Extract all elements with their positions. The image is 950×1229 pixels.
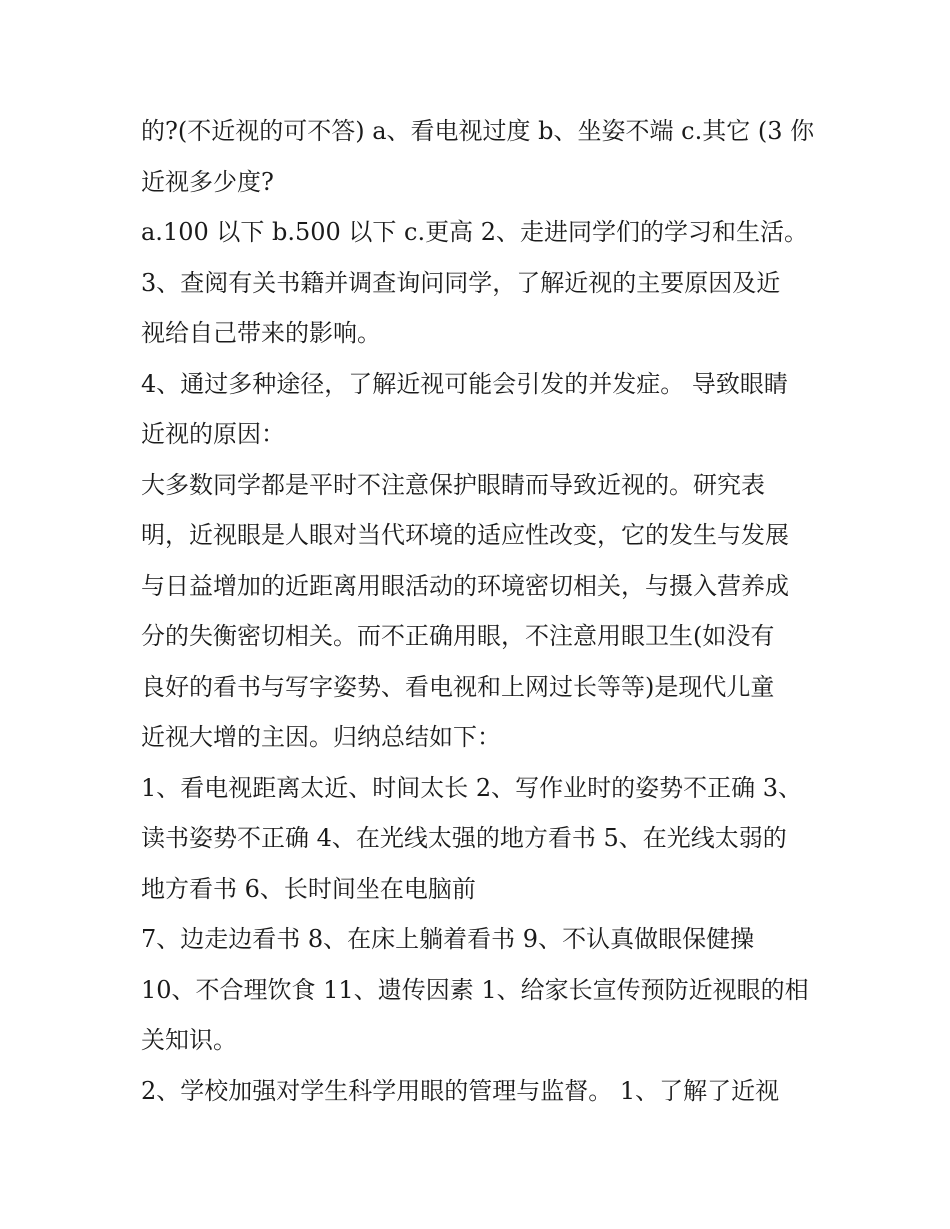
text-line: 读书姿势不正确 4、在光线太强的地方看书 5、在光线太弱的 [141,824,787,852]
text-line: 近视多少度? [141,167,274,196]
text-line: 3、查阅有关书籍并调查询问同学，了解近视的主要原因及近 [141,268,781,297]
text-line: 地方看书 6、长时间坐在电脑前 [141,874,476,903]
text-line: 良好的看书与写字姿势、看电视和上网过长等等)是现代儿童 [141,672,775,701]
text-line: 明，近视眼是人眼对当代环境的适应性改变，它的发生与发展 [141,521,789,549]
text-line: 4、通过多种途径，了解近视可能会引发的并发症。 导致眼睛 [141,369,788,398]
text-line: 视给自己带来的影响。 [141,319,381,347]
text-line: 分的失衡密切相关。而不正确用眼，不注意用眼卫生(如没有 [141,622,775,650]
text-line: 大多数同学都是平时不注意保护眼睛而导致近视的。研究表 [141,470,765,499]
text-line: 1、看电视距离太近、时间太长 2、写作业时的姿势不正确 3、 [141,773,803,802]
text-line: 10、不合理饮食 11、遗传因素 1、给家长宣传预防近视眼的相 [141,975,809,1004]
text-line: 与日益增加的近距离用眼活动的环境密切相关，与摄入营养成 [141,571,789,600]
text-line: 近视的原因： [141,420,285,448]
text-line: 的?(不近视的可不答) a、看电视过度 b、坐姿不端 c.其它 (3 你 [141,117,815,145]
text-line: 7、边走边看书 8、在床上躺着看书 9、不认真做眼保健操 [141,925,755,953]
text-line: 关知识。 [141,1026,237,1054]
body-text [141,106,821,1116]
text-line: a.100 以下 b.500 以下 c.更高 2、走进同学们的学习和生活。 [141,218,809,246]
text-line: 近视大增的主因。归纳总结如下： [141,723,501,751]
text-line: 2、学校加强对学生科学用眼的管理与监督。 1、了解了近视 [141,1076,780,1105]
